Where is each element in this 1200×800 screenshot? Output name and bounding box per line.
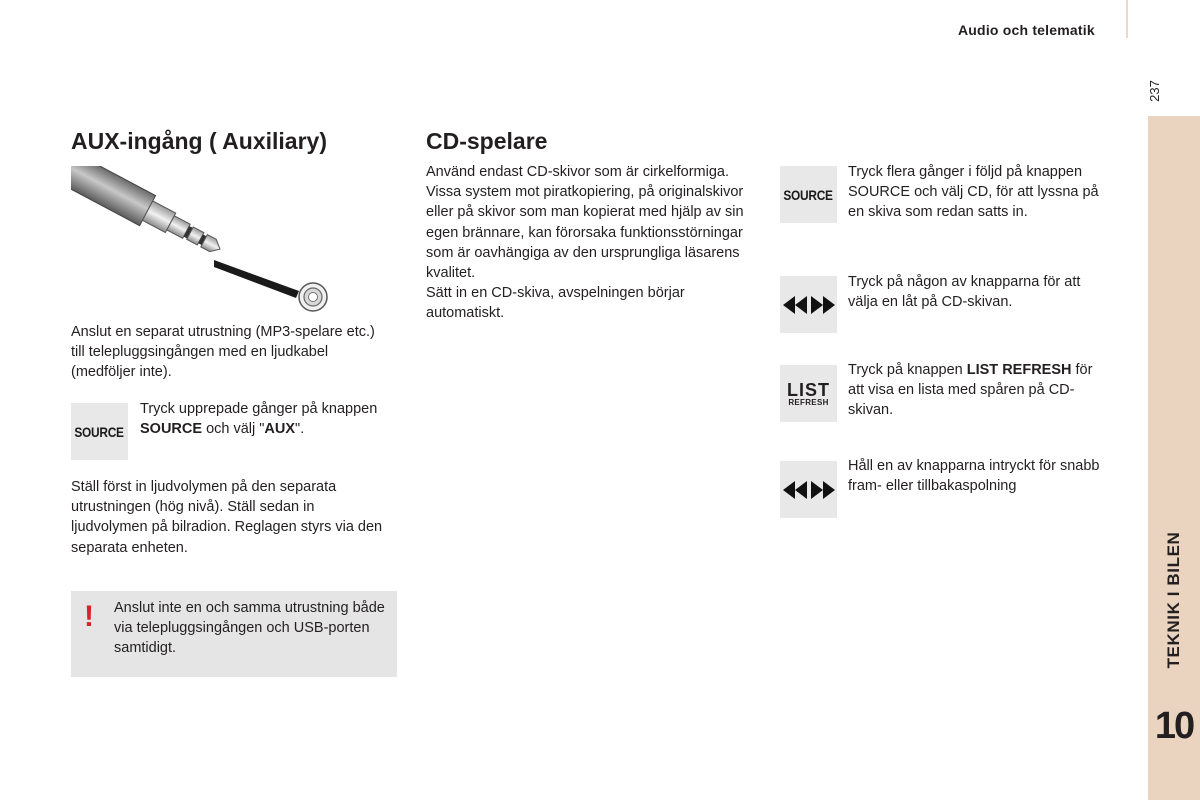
list-button-label: LIST bbox=[787, 379, 830, 400]
aux-volume-text: Ställ först in ljudvolymen på den separata utrustningen (hög nivå). Ställ sedan in ljudvolymen på bilradion. Reglagen styrs via den separata enheten. bbox=[71, 479, 383, 556]
cd-source-instruction: Tryck flera gånger i följd på knappen SOURCE och välj CD, för att lyssna på en skiva som redan satts in. bbox=[848, 164, 1099, 221]
chapter-tab bbox=[1148, 116, 1200, 800]
section-title: Audio och telematik bbox=[958, 22, 1095, 38]
cd-source-button-image bbox=[780, 166, 837, 223]
source-button-label: SOURCE bbox=[74, 423, 125, 440]
aux-intro-text: Anslut en separat utrustning (MP3-spelare etc.) till telepluggsingången med en ljudkabel (medföljer inte). bbox=[71, 324, 375, 381]
skip-instruction: Tryck på någon av knapparna för att välja en låt på CD-skivan. bbox=[848, 274, 1081, 311]
source-button-image bbox=[71, 403, 128, 460]
skip-arrows-icon bbox=[782, 295, 836, 315]
seek-buttons-image bbox=[780, 461, 837, 518]
list-refresh-instruction: Tryck på knappen LIST REFRESH för att visa en lista med spåren på CD-skivan. bbox=[848, 362, 1093, 419]
cd-source-button-label: SOURCE bbox=[783, 186, 834, 203]
cd-heading: CD-spelare bbox=[426, 128, 548, 154]
seek-instruction: Håll en av knapparna intryckt för snabb fram- eller tillbakaspolning bbox=[848, 458, 1100, 495]
warning-text: Anslut inte en och samma utrustning både via telepluggsingången och USB-porten samtidigt. bbox=[114, 600, 385, 657]
chapter-label: TEKNIK I BILEN bbox=[1164, 531, 1183, 669]
page-number: 237 bbox=[1147, 80, 1162, 102]
skip-buttons-image bbox=[780, 276, 837, 333]
seek-arrows-icon bbox=[782, 480, 836, 500]
aux-jack-illustration bbox=[71, 166, 333, 314]
list-refresh-button-image bbox=[780, 365, 837, 422]
cd-text: Använd endast CD-skivor som är cirkelformiga. Vissa system mot piratkopiering, på originalskivor eller på skivor som man kopierat med hjälp av sin egen brännare, kan förorsaka funktionsstörningar som är oavhängiga av den ursprungliga läsarens kvalitet. Sätt in en CD-skiva, avspelningen börjar automatiskt. bbox=[426, 164, 744, 322]
aux-step-text: Tryck upprepade gånger på knappen SOURCE och välj "AUX". bbox=[140, 401, 378, 438]
warning-icon: ! bbox=[84, 600, 94, 633]
refresh-button-label: REFRESH bbox=[788, 397, 829, 407]
chapter-number: 10 bbox=[1154, 705, 1194, 747]
header-divider bbox=[1126, 0, 1128, 38]
aux-heading: AUX-ingång ( Auxiliary) bbox=[71, 128, 327, 154]
